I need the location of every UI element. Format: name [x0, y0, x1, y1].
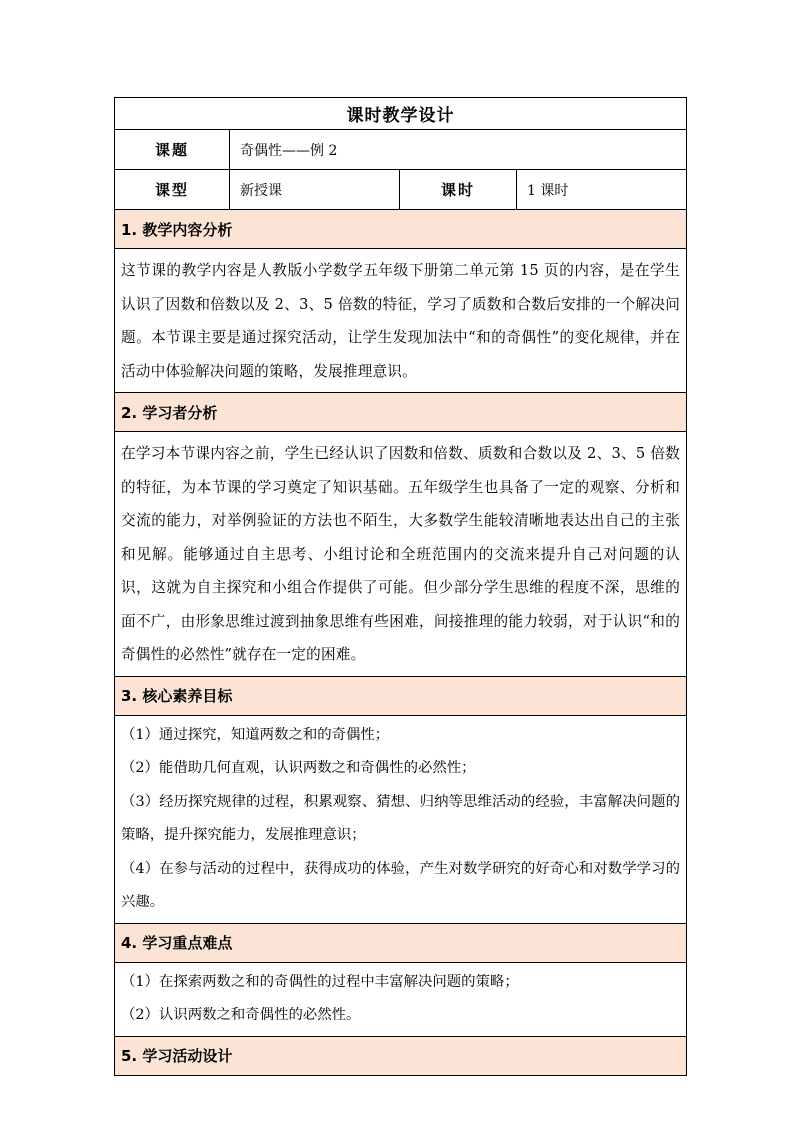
topic-label: 课题 — [115, 130, 230, 170]
topic-value: 奇偶性——例 2 — [230, 130, 687, 170]
section-heading-core-goals: 3. 核心素养目标 — [115, 676, 687, 715]
section-heading-activity-design: 5. 学习活动设计 — [115, 1036, 687, 1075]
list-item: （3）经历探究规律的过程，积累观察、猜想、归纳等思维活动的经验，丰富解决问题的策略，提升探究能力，发展推理意识； — [121, 793, 680, 843]
section-heading-learner-analysis: 2. 学习者分析 — [115, 393, 687, 432]
list-item: （1）通过探究，知道两数之和的奇偶性； — [121, 726, 390, 743]
section-list-core-goals — [115, 715, 687, 923]
section-heading-content-analysis: 1. 教学内容分析 — [115, 210, 687, 249]
type-label: 课型 — [115, 170, 230, 210]
section-text-content-analysis: 这节课的教学内容是人教版小学数学五年级下册第二单元第 15 页的内容，是在学生认识了因数和倍数以及 2、3、5 倍数的特征，学习了质数和合数后安排的一个解决问题。本节课主要是通过探究活动，让学生发现加法中“和的奇偶性”的变化规律，并在活动中体验解决问题的策略，发展推理意识。 — [115, 249, 687, 393]
period-value: 1 课时 — [517, 170, 687, 210]
lesson-plan-table — [114, 97, 687, 1076]
section-heading-key-difficulties: 4. 学习重点难点 — [115, 923, 687, 962]
type-value: 新授课 — [230, 170, 400, 210]
section-list-key-difficulties — [115, 962, 687, 1036]
document-title: 课时教学设计 — [115, 98, 687, 130]
list-item: （4）在参与活动的过程中，获得成功的体验，产生对数学研究的好奇心和对数学学习的兴趣。 — [121, 860, 680, 910]
list-item: （1）在探索两数之和的奇偶性的过程中丰富解决问题的策略； — [121, 973, 519, 990]
lesson-plan-table-wrapper — [114, 97, 686, 1076]
list-item: （2）能借助几何直观，认识两数之和奇偶性的必然性； — [121, 760, 476, 776]
section-text-learner-analysis: 在学习本节课内容之前，学生已经认识了因数和倍数、质数和合数以及 2、3、5 倍数的特征，为本节课的学习奠定了知识基础。五年级学生也具备了一定的观察、分析和交流的能力，对举例验证的方法也不陌生，大多数学生能较清晰地表达出自己的主张和见解。能够通过自主思考、小组讨论和全班范围内的交流来提升自己对问题的认识，这就为自主探究和小组合作提供了可能。但少部分学生思维的程度不深，思维的面不广，由形象思维过渡到抽象思维有些困难，间接推理的能力较弱，对于认识“和的奇偶性的必然性”就存在一定的困难。 — [115, 432, 687, 677]
period-label: 课时 — [400, 170, 517, 210]
list-item: （2）认识两数之和奇偶性的必然性。 — [121, 1007, 361, 1023]
